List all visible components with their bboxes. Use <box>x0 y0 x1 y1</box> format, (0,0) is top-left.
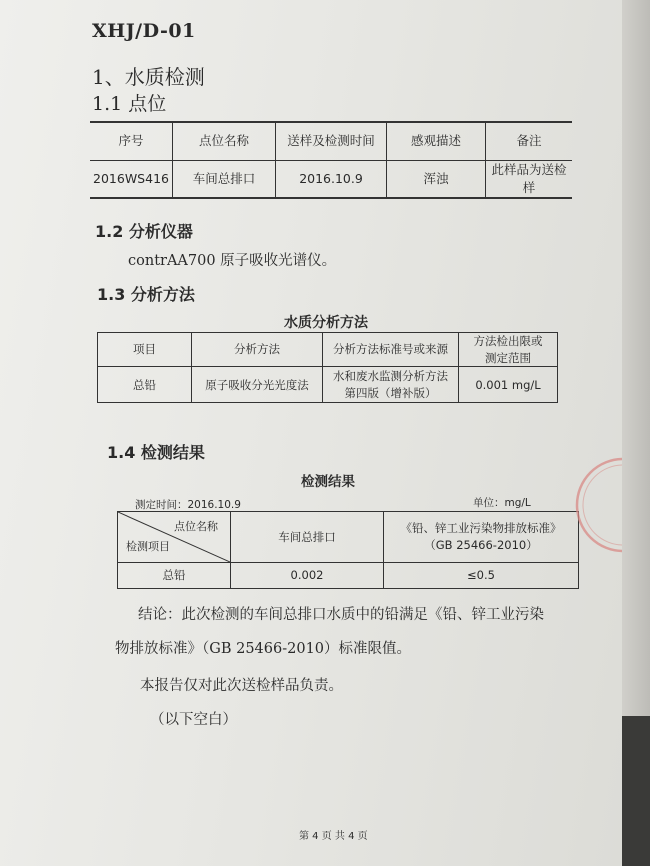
header-cell: 《铅、锌工业污染物排放标准》（GB 25466-2010） <box>384 512 579 563</box>
cell-method: 原子吸收分光光度法 <box>192 367 323 403</box>
table-header-row <box>98 333 558 367</box>
section-title: 1、水质检测 <box>92 65 205 89</box>
subsection-1-2-title: 1.2 分析仪器 <box>95 222 193 241</box>
header-cell: 点位名称 <box>173 122 276 160</box>
cell-detection-limit: 0.001 mg/L <box>459 367 558 403</box>
cell-item: 总铅 <box>118 563 231 589</box>
analysis-method-table <box>97 332 558 403</box>
cell-item: 总铅 <box>98 367 192 403</box>
blank-note: （以下空白） <box>150 712 237 728</box>
results-table-title: 检测结果 <box>301 474 355 490</box>
conclusion-line-2: 物排放标准》（GB 25466-2010）标准限值。 <box>115 641 412 657</box>
cell-remark: 此样品为送检样 <box>486 160 573 198</box>
header-cell: 项目 <box>98 333 192 367</box>
header-cell: 车间总排口 <box>231 512 384 563</box>
cell-standard: 水和废水监测分析方法第四版（增补版） <box>323 367 459 403</box>
subsection-1-3-title: 1.3 分析方法 <box>97 285 195 304</box>
responsibility-statement: 本报告仅对此次送检样品负责。 <box>140 678 343 694</box>
instrument-text: contrAA700 原子吸收光谱仪。 <box>128 253 337 269</box>
header-cell: 方法检出限或测定范围 <box>459 333 558 367</box>
header-cell: 序号 <box>90 122 173 160</box>
table-header-row <box>118 512 579 563</box>
stamp-inner-ring <box>583 465 622 545</box>
unit-label: 单位：mg/L <box>473 497 531 509</box>
header-cell: 感观描述 <box>387 122 486 160</box>
methods-table-title: 水质分析方法 <box>284 315 368 331</box>
diag-point-label: 点位名称 <box>174 520 218 533</box>
red-seal-stamp <box>568 455 622 555</box>
cell-point-name: 车间总排口 <box>173 160 276 198</box>
conclusion-line-1: 结论：此次检测的车间总排口水质中的铅满足《铅、锌工业污染 <box>138 607 544 623</box>
sampling-point-table <box>90 121 572 199</box>
subsection-1-4-title: 1.4 检测结果 <box>107 443 205 462</box>
cell-date: 2016.10.9 <box>276 160 387 198</box>
cell-description: 浑浊 <box>387 160 486 198</box>
cell-result: 0.002 <box>231 563 384 589</box>
cell-limit: ≤0.5 <box>384 563 579 589</box>
subsection-1-1-title: 1.1 点位 <box>92 93 167 115</box>
page-number-footer: 第 4 页 共 4 页 <box>299 831 368 842</box>
header-cell: 分析方法 <box>192 333 323 367</box>
document-code: XHJ/D-01 <box>92 20 196 42</box>
diagonal-header-cell <box>118 512 231 563</box>
table-row <box>90 160 572 198</box>
header-cell: 送样及检测时间 <box>276 122 387 160</box>
table-row <box>98 367 558 403</box>
diag-item-label: 检测项目 <box>126 540 170 554</box>
table-header-row <box>90 122 572 160</box>
header-cell: 分析方法标准号或来源 <box>323 333 459 367</box>
results-table <box>117 511 579 589</box>
test-date: 测定时间：2016.10.9 <box>135 499 241 511</box>
cell-sample-id: 2016WS416 <box>90 160 173 198</box>
header-cell: 备注 <box>486 122 573 160</box>
table-row <box>118 563 579 589</box>
